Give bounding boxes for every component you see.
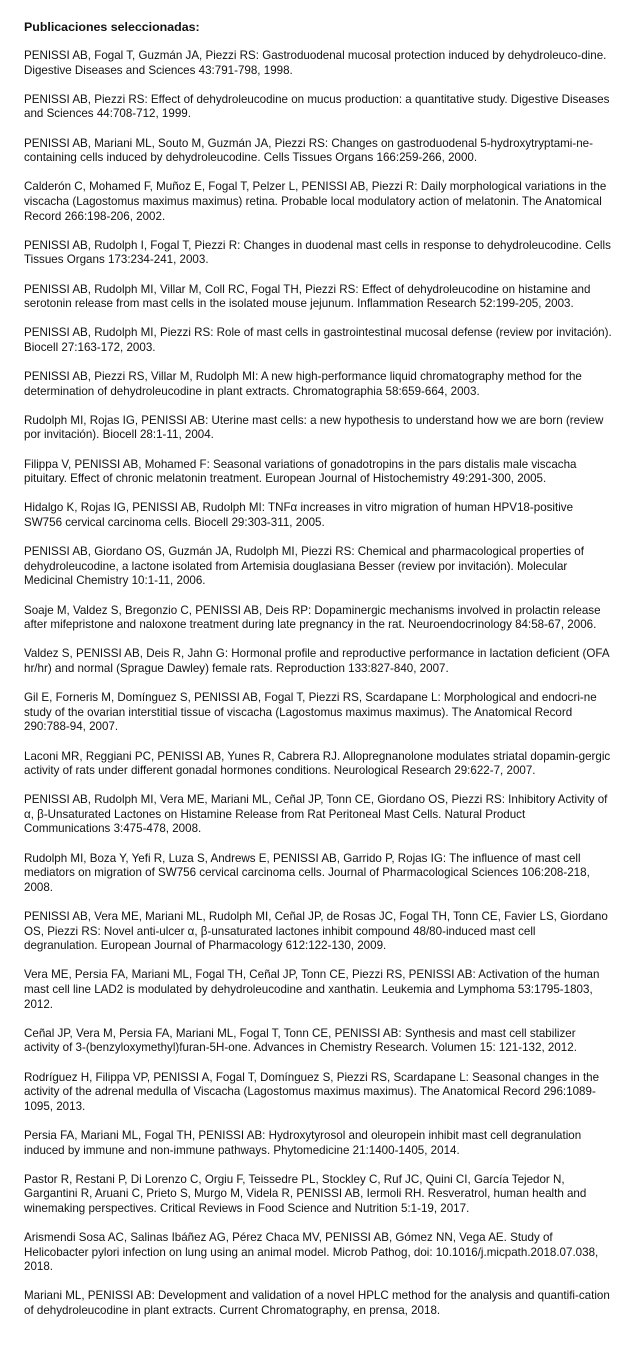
section-heading: Publicaciones seleccionadas: [24,20,200,34]
publication-entry: PENISSI AB, Giordano OS, Guzmán JA, Rudolph MI, Piezzi RS: Chemical and pharmacological properties of dehydroleucodine, a lactone isolated from Artemisia douglasiana Besser (review por invitación). Molecular Medicinal Chemistry 10:1-11, 2006. [24,545,584,588]
publication-entry: Pastor R, Restani P, Di Lorenzo C, Orgiu F, Teissedre PL, Stockley C, Ruf JC, Quini CI, García Tejedor N, Gargantini R, Aruani C, Prieto S, Murgo M, Videla R, PENISSI AB, Iermoli RH. Resveratrol, human health and winemaking perspectives. Critical Reviews in Food Science and Nutrition 5:1-19, 2017. [24,1172,587,1215]
publication-entry: Mariani ML, PENISSI AB: Development and validation of a novel HPLC method for the analysis and quantifi-cation of dehydroleucodine in plant extracts. Current Chromatography, en prensa, 2018. [24,1289,610,1318]
publication-entry: Hidalgo K, Rojas IG, PENISSI AB, Rudolph MI: TNFα increases in vitro migration of human HPV18-positive SW756 cervical carcinoma cells. Biocell 29:303-311, 2005. [24,501,574,529]
publication-entry: Persia FA, Mariani ML, Fogal TH, PENISSI AB: Hydroxytyrosol and oleuropein inhibit mast cell degranulation induced by immune and non-immune pathways. Phytomedicine 21:1400-1405, 2014. [24,1128,582,1157]
publication-entry: PENISSI AB, Fogal T, Guzmán JA, Piezzi RS: Gastroduodenal mucosal protection induced by dehydroleuco-dine. Digestive Diseases and Sciences 43:791-798, 1998. [24,49,607,77]
publication-entry: PENISSI AB, Rudolph I, Fogal T, Piezzi R: Changes in duodenal mast cells in response to dehydroleucodine. Cells Tissues Organs 173:234-241, 2003. [24,238,611,267]
publication-list [24,49,612,1319]
publication-entry: Filippa V, PENISSI AB, Mohamed F: Seasonal variations of gonadotropins in the pars distalis male viscacha pituitary. Effect of chronic melatonin treatment. European Journal of Histochemistry 49:291-300, 2005. [24,457,577,486]
publication-entry: PENISSI AB, Mariani ML, Souto M, Guzmán JA, Piezzi RS: Changes on gastroduodenal 5-hydroxytryptami-ne-containing cells induced by dehydroleucodine. Cells Tissues Organs 166:259-266, 2000. [24,136,593,165]
publication-entry: PENISSI AB, Vera ME, Mariani ML, Rudolph MI, Ceñal JP, de Rosas JC, Fogal TH, Tonn CE, Favier LS, Giordano OS, Piezzi RS: Novel anti-ulcer α, β-unsaturated lactones inhibit compound 48/80-induced mast cell degranulation. European Journal of Pharmacology 612:122-130, 2009. [24,910,608,953]
publication-entry: PENISSI AB, Rudolph MI, Vera ME, Mariani ML, Ceñal JP, Tonn CE, Giordano OS, Piezzi RS: Inhibitory Activity of α, β-Unsaturated Lactones on Histamine Release from Rat Peritoneal Mast Cells. Natural Product Communications 3:475-478, 2008. [24,793,608,836]
publication-entry: Rudolph MI, Boza Y, Yefi R, Luza S, Andrews E, PENISSI AB, Garrido P, Rojas IG: The influence of mast cell mediators on migration of SW756 cervical carcinoma cells. Journal of Pharmacological Sciences 106:208-218, 2008. [24,851,590,894]
publication-entry: Laconi MR, Reggiani PC, PENISSI AB, Yunes R, Cabrera RJ. Allopregnanolone modulates striatal dopamin-gergic activity of rats under different gonadal hormones conditions. Neurological Research 29:622-7, 2007. [24,749,611,778]
publication-entry: Calderón C, Mohamed F, Muñoz E, Fogal T, Pelzer L, PENISSI AB, Piezzi R: Daily morphological variations in the viscacha (Lagostomus maximus maximus) retina. Probable local modulatory action of melatonin. The Anatomical Record 266:198-206, 2002. [24,180,607,223]
publication-entry: PENISSI AB, Rudolph MI, Villar M, Coll RC, Fogal TH, Piezzi RS: Effect of dehydroleucodine on histamine and serotonin release from mast cells in the isolated mouse jejunum. Inflammation Research 52:199-205, 2003. [24,282,591,311]
publication-entry: Rodríguez H, Filippa VP, PENISSI A, Fogal T, Domínguez S, Piezzi RS, Scardapane L: Seasonal changes in the activity of the adrenal medulla of Viscacha (Lagostomus maximus maximus). The Anatomical Record 296:1089-1095, 2013. [24,1070,600,1113]
publication-entry: Valdez S, PENISSI AB, Deis R, Jahn G: Hormonal profile and reproductive performance in lactation deficient (OFA hr/hr) and normal (Sprague Dawley) female rats. Reproduction 133:827-840, 2007. [24,647,609,675]
publication-entry: Rudolph MI, Rojas IG, PENISSI AB: Uterine mast cells: a new hypothesis to understand how we are born (review por invitación). Biocell 28:1-11, 2004. [24,413,604,442]
publication-entry: Gil E, Forneris M, Domínguez S, PENISSI AB, Fogal T, Piezzi RS, Scardapane L: Morphological and endocri-ne study of the ovarian interstitial tissue of viscacha (Lagostomus maximus maximus). The Anatomical Record 290:788-94, 2007. [24,691,597,734]
publication-entry: Ceñal JP, Vera M, Persia FA, Mariani ML, Fogal T, Tonn CE, PENISSI AB: Synthesis and mast cell stabilizer activity of 3-(benzyloxymethyl)furan-5H-one. Advances in Chemistry Research. Volumen 15: 121-132, 2012. [24,1026,577,1055]
publication-entry: Soaje M, Valdez S, Bregonzio C, PENISSI AB, Deis RP: Dopaminergic mechanisms involved in prolactin release after mifepristone and naloxone treatment during late pregnancy in the rat. Neuroendocrinology 84:58-67, 2006. [24,603,601,632]
publication-entry: PENISSI AB, Piezzi RS: Effect of dehydroleucodine on mucus production: a quantitative study. Digestive Diseases and Sciences 44:708-712, 1999. [24,92,610,121]
publication-entry: PENISSI AB, Rudolph MI, Piezzi RS: Role of mast cells in gastrointestinal mucosal defense (review por invitación). Biocell 27:163-172, 2003. [24,326,612,354]
publication-entry: PENISSI AB, Piezzi RS, Villar M, Rudolph MI: A new high-performance liquid chromatography method for the determination of dehydroleucodine in plant extracts. Chromatographia 58:659-664, 2003. [24,370,582,398]
publication-entry: Vera ME, Persia FA, Mariani ML, Fogal TH, Ceñal JP, Tonn CE, Piezzi RS, PENISSI AB: Activation of the human mast cell line LAD2 is modulated by dehydroleucodine and xanthatin. Leukemia and Lymphoma 53:1795-1803, 2012. [24,968,600,1011]
publication-entry: Arismendi Sosa AC, Salinas Ibáñez AG, Pérez Chaca MV, PENISSI AB, Gómez NN, Vega AE. Study of Helicobacter pylori infection on lung using an animal model. Microb Pathog, doi: 10.1016/j.micpath.2018.07.038, 2018. [24,1231,599,1274]
